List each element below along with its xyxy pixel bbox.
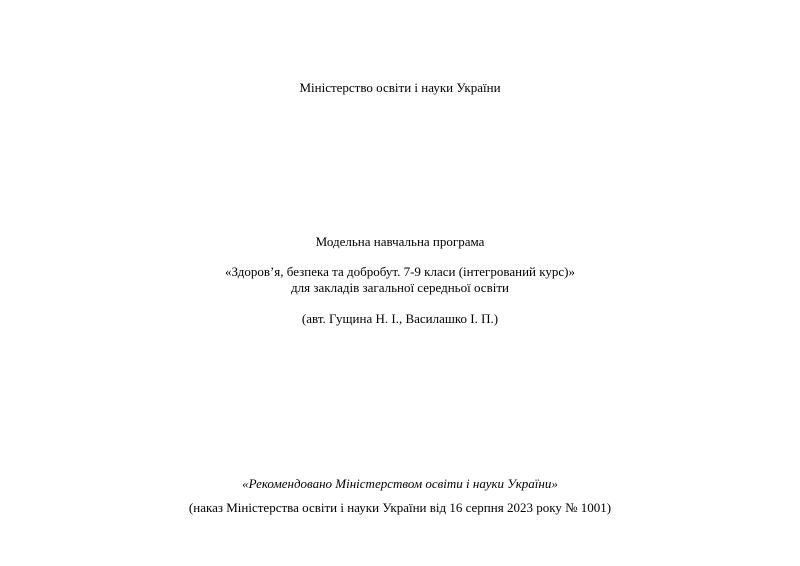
ministry-header: Міністерство освіти і науки України [299,80,501,95]
program-name: «Здоров’я, безпека та добробут. 7-9 класи (інтегрований курс)» [225,264,575,279]
program-title: Модельна навчальна програма [315,234,485,249]
authors-line: (авт. Гущина Н. І., Василашко І. П.) [301,311,499,326]
recommendation-statement: «Рекомендовано Міністерством освіти і науки України» [242,476,558,491]
order-reference: (наказ Міністерства освіти і науки України від 16 серпня 2023 року № 1001) [188,500,612,515]
program-audience: для закладів загальної середньої освіти [291,280,509,295]
